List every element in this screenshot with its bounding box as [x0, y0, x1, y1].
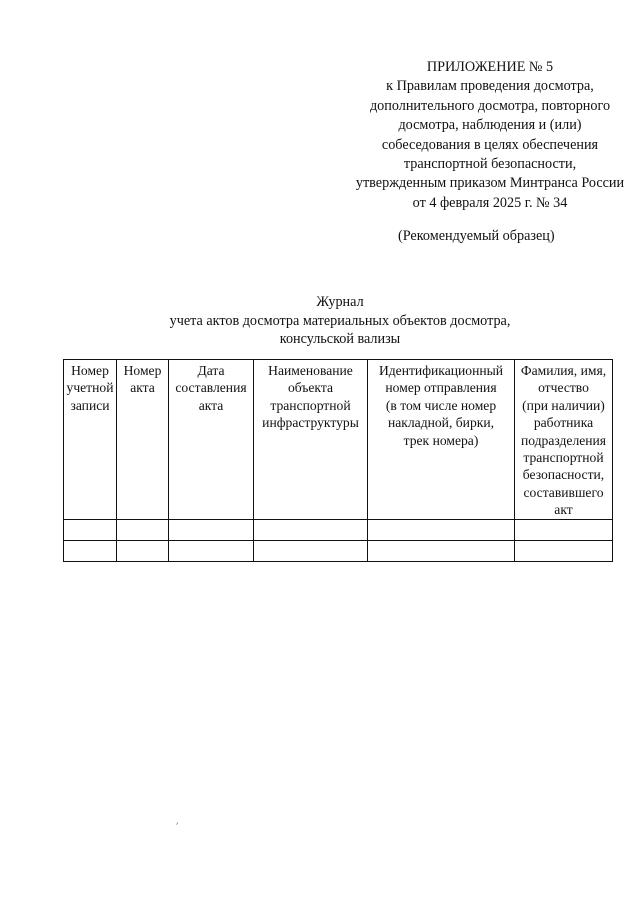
appendix-line: собеседования в целях обеспечения: [381, 136, 599, 153]
header-text: отчество: [538, 380, 589, 396]
table-cell: [64, 540, 117, 561]
table-cell: [368, 540, 515, 561]
column-header-act-date: [169, 360, 254, 520]
table-row: [64, 519, 613, 540]
journal-title: [0, 293, 640, 349]
header-text: транспортной: [523, 450, 604, 466]
header-text: Дата: [197, 363, 225, 378]
table-cell: [117, 519, 169, 540]
column-header-act-number: [117, 360, 169, 520]
column-header-facility-name: [254, 360, 368, 520]
appendix-line: дополнительного досмотра, повторного: [369, 97, 611, 114]
header-text: Номер: [123, 363, 162, 378]
journal-title-sub: консульской вализы: [279, 331, 401, 347]
header-text: учетной: [66, 380, 114, 396]
header-text: записи: [70, 397, 110, 413]
header-text: транспортной: [270, 397, 351, 413]
header-text: (при наличии): [522, 397, 605, 413]
header-text: составившего: [523, 484, 604, 500]
column-header-employee-name: [515, 360, 613, 520]
header-text: трек номера): [403, 432, 479, 448]
header-text: инфраструктуры: [262, 415, 359, 431]
table-cell: [368, 519, 515, 540]
appendix-date-line: от 4 февраля 2025 г. № 34: [412, 194, 568, 211]
table-cell: [117, 540, 169, 561]
column-header-shipment-id: [368, 360, 515, 520]
header-text: безопасности,: [522, 467, 605, 483]
table-cell: [254, 540, 368, 561]
header-text: (в том числе номер: [385, 397, 497, 413]
header-text: акта: [198, 397, 224, 413]
header-text: Наименование: [268, 363, 353, 378]
table-cell: [515, 540, 613, 561]
appendix-line: транспортной безопасности,: [403, 156, 577, 173]
journal-title-sub: учета актов досмотра материальных объектов досмотра,: [169, 312, 511, 329]
appendix-header: [320, 58, 640, 213]
header-text: Номер: [71, 363, 109, 378]
header-text: накладной, бирки,: [387, 415, 495, 431]
table-cell: [64, 519, 117, 540]
appendix-line: к Правилам проведения досмотра,: [386, 78, 594, 95]
appendix-line: досмотра, наблюдения и (или): [398, 117, 582, 134]
appendix-line: утвержденным приказом Минтранса России: [355, 175, 625, 192]
header-text: акт: [554, 502, 573, 518]
recommended-sample-note: (Рекомендуемый образец): [398, 228, 555, 244]
header-text: Фамилия, имя,: [520, 363, 607, 378]
table-header-row: [64, 360, 613, 520]
stray-mark: ׳: [176, 820, 179, 831]
header-text: акта: [130, 380, 155, 396]
header-text: подразделения: [520, 432, 607, 448]
header-text: работника: [533, 415, 594, 431]
journal-title-main: Журнал: [316, 294, 364, 310]
table-cell: [169, 540, 254, 561]
header-text: Идентификационный: [378, 363, 504, 378]
header-text: номер отправления: [385, 380, 497, 396]
appendix-title: ПРИЛОЖЕНИЕ № 5: [426, 59, 554, 75]
table-cell: [254, 519, 368, 540]
column-header-record-number: [64, 360, 117, 520]
header-text: составления: [175, 380, 247, 396]
header-text: объекта: [287, 380, 333, 396]
journal-table: [63, 359, 613, 562]
table-cell: [515, 519, 613, 540]
table-cell: [169, 519, 254, 540]
table-row: [64, 540, 613, 561]
